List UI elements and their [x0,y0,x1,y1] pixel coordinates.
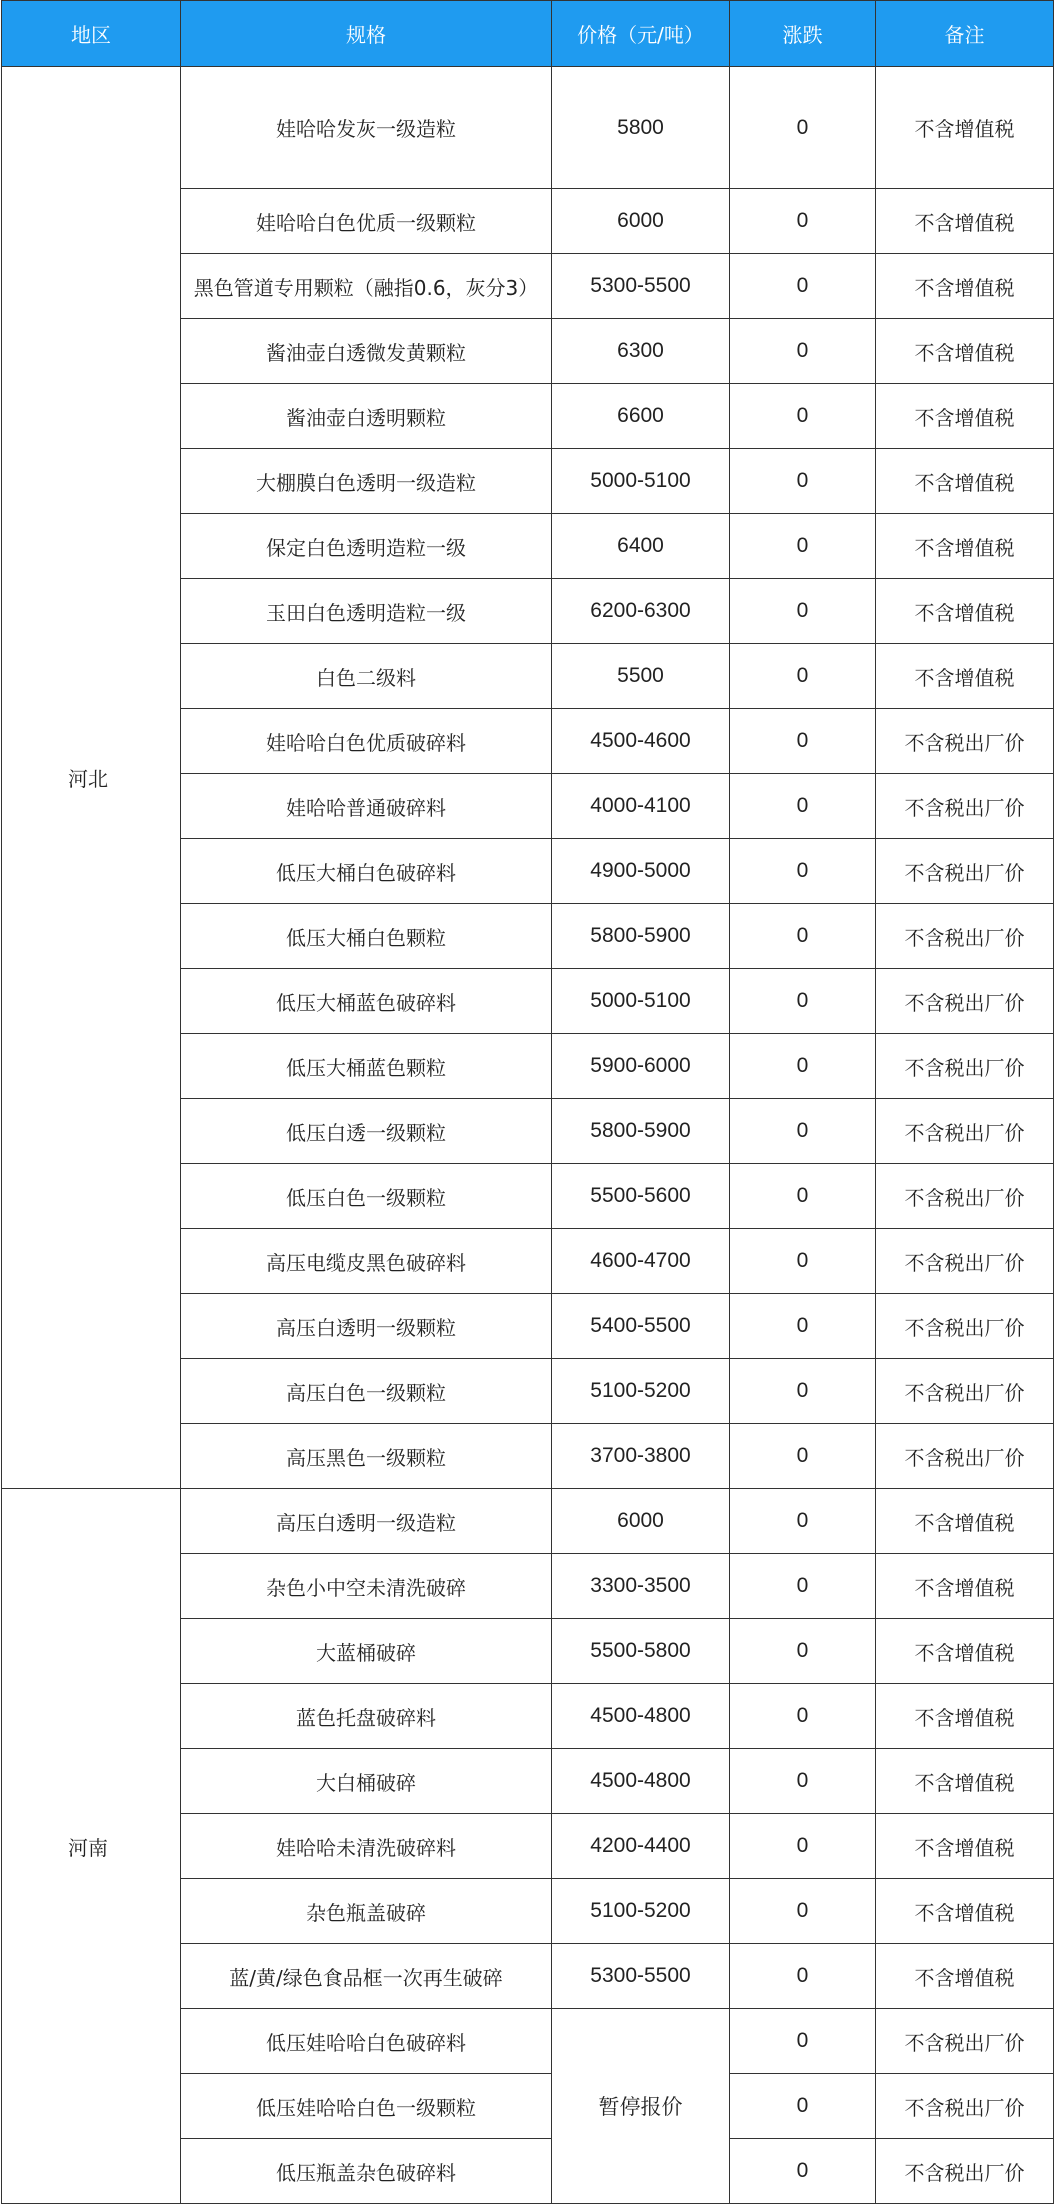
change-cell: 0 [730,2074,876,2139]
change-cell: 0 [730,969,876,1034]
note-cell: 不含增值税 [876,449,1054,514]
price-cell: 6300 [552,319,730,384]
note-cell: 不含税出厂价 [876,2009,1054,2074]
change-cell: 0 [730,1879,876,1944]
spec-cell: 杂色小中空未清洗破碎 [181,1554,552,1619]
change-cell: 0 [730,1034,876,1099]
price-cell: 5500 [552,644,730,709]
price-cell: 4000-4100 [552,774,730,839]
price-cell: 5500-5600 [552,1164,730,1229]
price-cell: 4200-4400 [552,1814,730,1879]
table-row [2,67,1054,189]
spec-cell: 蓝色托盘破碎料 [181,1684,552,1749]
spec-cell: 低压大桶白色破碎料 [181,839,552,904]
price-cell: 4500-4600 [552,709,730,774]
header-note: 备注 [876,1,1054,67]
change-cell: 0 [730,1359,876,1424]
note-cell: 不含增值税 [876,1489,1054,1554]
spec-cell: 低压娃哈哈白色一级颗粒 [181,2074,552,2139]
change-cell: 0 [730,644,876,709]
spec-cell: 高压白色一级颗粒 [181,1359,552,1424]
change-cell: 0 [730,1554,876,1619]
price-cell: 5000-5100 [552,969,730,1034]
note-cell: 不含税出厂价 [876,969,1054,1034]
change-cell: 0 [730,1489,876,1554]
note-cell: 不含税出厂价 [876,1424,1054,1489]
spec-cell: 娃哈哈未清洗破碎料 [181,1814,552,1879]
change-cell: 0 [730,1294,876,1359]
suspended-price-cell: 暂停报价 [552,2009,730,2204]
change-cell: 0 [730,254,876,319]
spec-cell: 玉田白色透明造粒一级 [181,579,552,644]
note-cell: 不含增值税 [876,1879,1054,1944]
note-cell: 不含增值税 [876,189,1054,254]
change-cell: 0 [730,2139,876,2204]
spec-cell: 保定白色透明造粒一级 [181,514,552,579]
header-spec: 规格 [181,1,552,67]
note-cell: 不含增值税 [876,319,1054,384]
spec-cell: 大棚膜白色透明一级造粒 [181,449,552,514]
spec-cell: 娃哈哈普通破碎料 [181,774,552,839]
note-cell: 不含增值税 [876,67,1054,189]
change-cell: 0 [730,1099,876,1164]
change-cell: 0 [730,2009,876,2074]
change-cell: 0 [730,1424,876,1489]
price-cell: 5800 [552,67,730,189]
note-cell: 不含增值税 [876,1814,1054,1879]
change-cell: 0 [730,189,876,254]
spec-cell: 低压白色一级颗粒 [181,1164,552,1229]
price-cell: 6000 [552,189,730,254]
note-cell: 不含税出厂价 [876,709,1054,774]
price-cell: 5800-5900 [552,904,730,969]
price-cell: 3700-3800 [552,1424,730,1489]
price-cell: 3300-3500 [552,1554,730,1619]
price-cell: 5300-5500 [552,1944,730,2009]
note-cell: 不含增值税 [876,514,1054,579]
change-cell: 0 [730,1749,876,1814]
spec-cell: 娃哈哈白色优质一级颗粒 [181,189,552,254]
price-cell: 4500-4800 [552,1684,730,1749]
change-cell: 0 [730,709,876,774]
change-cell: 0 [730,449,876,514]
note-cell: 不含增值税 [876,384,1054,449]
price-cell: 5800-5900 [552,1099,730,1164]
spec-cell: 大白桶破碎 [181,1749,552,1814]
note-cell: 不含税出厂价 [876,1229,1054,1294]
spec-cell: 黑色管道专用颗粒（融指0.6，灰分3） [181,254,552,319]
change-cell: 0 [730,839,876,904]
spec-cell: 娃哈哈发灰一级造粒 [181,67,552,189]
note-cell: 不含税出厂价 [876,2074,1054,2139]
note-cell: 不含增值税 [876,1554,1054,1619]
spec-cell: 蓝/黄/绿色食品框一次再生破碎 [181,1944,552,2009]
change-cell: 0 [730,1944,876,2009]
header-change: 涨跌 [730,1,876,67]
spec-cell: 低压大桶蓝色颗粒 [181,1034,552,1099]
price-cell: 4600-4700 [552,1229,730,1294]
spec-cell: 大蓝桶破碎 [181,1619,552,1684]
note-cell: 不含税出厂价 [876,1099,1054,1164]
change-cell: 0 [730,1229,876,1294]
note-cell: 不含增值税 [876,1619,1054,1684]
change-cell: 0 [730,1164,876,1229]
spec-cell: 杂色瓶盖破碎 [181,1879,552,1944]
price-cell: 4500-4800 [552,1749,730,1814]
header-price: 价格（元/吨） [552,1,730,67]
change-cell: 0 [730,514,876,579]
price-cell: 5900-6000 [552,1034,730,1099]
price-cell: 5000-5100 [552,449,730,514]
note-cell: 不含增值税 [876,1684,1054,1749]
spec-cell: 白色二级料 [181,644,552,709]
price-cell: 4900-5000 [552,839,730,904]
price-cell: 6600 [552,384,730,449]
spec-cell: 低压瓶盖杂色破碎料 [181,2139,552,2204]
change-cell: 0 [730,1814,876,1879]
spec-cell: 高压黑色一级颗粒 [181,1424,552,1489]
header-row [2,1,1054,67]
note-cell: 不含税出厂价 [876,2139,1054,2204]
price-cell: 6200-6300 [552,579,730,644]
price-table [1,0,1054,2204]
spec-cell: 低压大桶蓝色破碎料 [181,969,552,1034]
price-cell: 5300-5500 [552,254,730,319]
spec-cell: 高压白透明一级颗粒 [181,1294,552,1359]
spec-cell: 酱油壶白透明颗粒 [181,384,552,449]
note-cell: 不含增值税 [876,1944,1054,2009]
note-cell: 不含税出厂价 [876,904,1054,969]
region-cell-hebei: 河北 [2,67,181,1489]
note-cell: 不含增值税 [876,644,1054,709]
note-cell: 不含增值税 [876,1749,1054,1814]
price-cell: 6000 [552,1489,730,1554]
note-cell: 不含税出厂价 [876,1294,1054,1359]
change-cell: 0 [730,1684,876,1749]
region-cell-henan: 河南 [2,1489,181,2204]
spec-cell: 高压白透明一级造粒 [181,1489,552,1554]
note-cell: 不含税出厂价 [876,1164,1054,1229]
spec-cell: 高压电缆皮黑色破碎料 [181,1229,552,1294]
price-cell: 5400-5500 [552,1294,730,1359]
change-cell: 0 [730,904,876,969]
note-cell: 不含税出厂价 [876,774,1054,839]
price-cell: 5100-5200 [552,1879,730,1944]
note-cell: 不含增值税 [876,254,1054,319]
spec-cell: 低压白透一级颗粒 [181,1099,552,1164]
price-cell: 5500-5800 [552,1619,730,1684]
change-cell: 0 [730,579,876,644]
spec-cell: 低压娃哈哈白色破碎料 [181,2009,552,2074]
change-cell: 0 [730,1619,876,1684]
note-cell: 不含税出厂价 [876,1034,1054,1099]
note-cell: 不含增值税 [876,579,1054,644]
note-cell: 不含税出厂价 [876,1359,1054,1424]
header-region: 地区 [2,1,181,67]
note-cell: 不含税出厂价 [876,839,1054,904]
price-cell: 6400 [552,514,730,579]
table-row [2,1489,1054,1554]
spec-cell: 娃哈哈白色优质破碎料 [181,709,552,774]
change-cell: 0 [730,384,876,449]
spec-cell: 低压大桶白色颗粒 [181,904,552,969]
price-cell: 5100-5200 [552,1359,730,1424]
change-cell: 0 [730,319,876,384]
spec-cell: 酱油壶白透微发黄颗粒 [181,319,552,384]
change-cell: 0 [730,774,876,839]
change-cell: 0 [730,67,876,189]
